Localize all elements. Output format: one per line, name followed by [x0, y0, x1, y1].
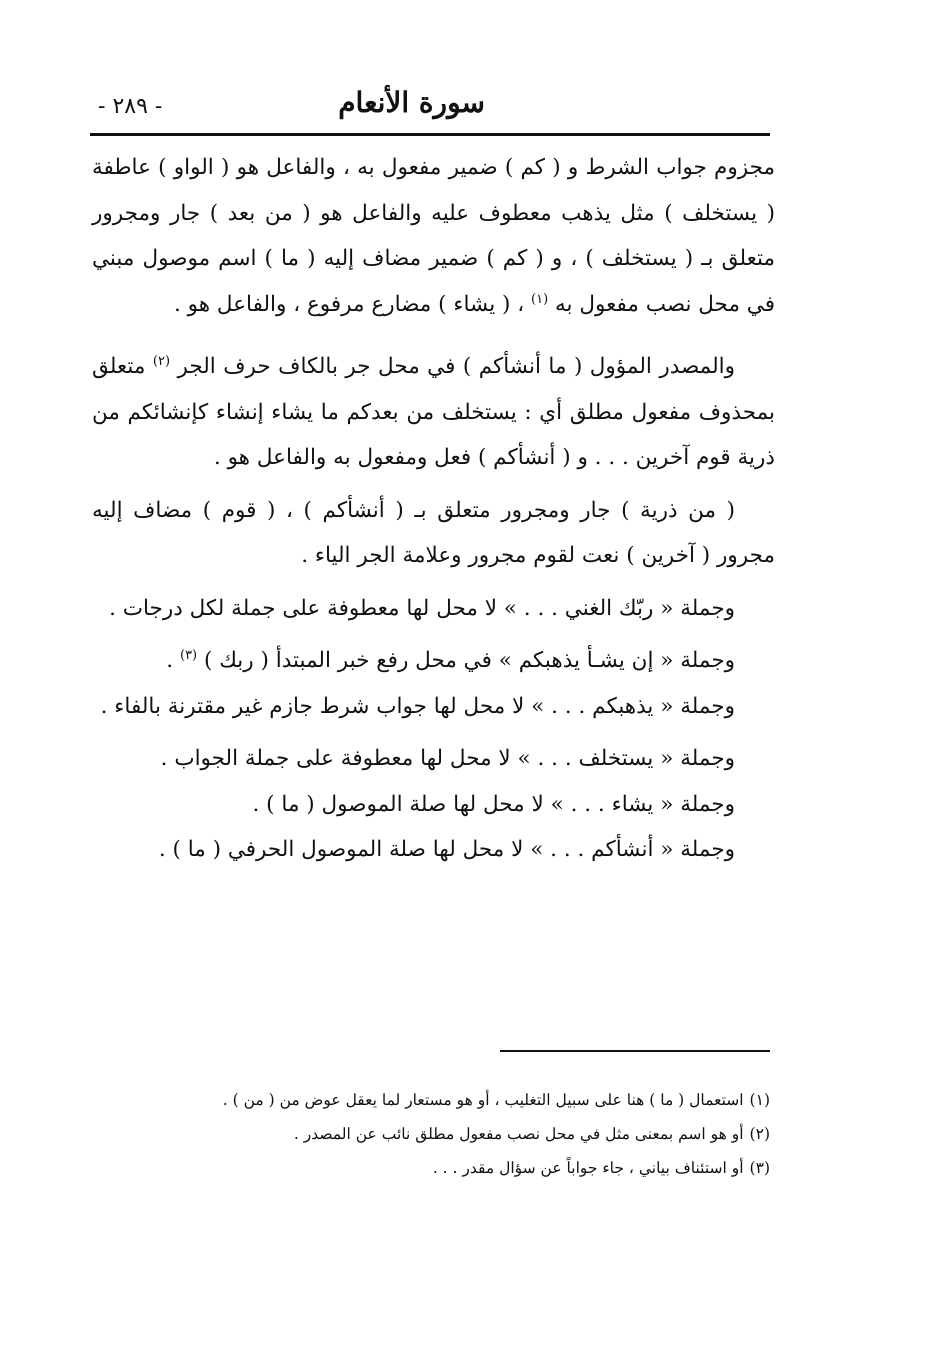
page-header: [90, 80, 770, 130]
footnote-divider: [500, 1050, 770, 1052]
footnotes: [130, 1083, 770, 1185]
footnote-2-text: أو هو اسم بمعنى مثل في محل نصب مفعول مطلق نائب عن المصدر .: [293, 1125, 744, 1143]
main-text: [92, 145, 775, 873]
footnote-3-text: أو استئناف بياني ، جاء جواباً عن سؤال مقدر . . .: [432, 1159, 744, 1177]
paragraph-9: وجملة « أنشأكم . . . » لا محل لها صلة الموصول الحرفي ( ما ) .: [158, 837, 735, 862]
header-divider: [90, 133, 770, 136]
footnote-ref-1: (١): [531, 291, 549, 307]
footnote-ref-3: (٣): [179, 647, 198, 663]
paragraph-5: [92, 638, 775, 684]
footnote-3-number: (٣): [749, 1159, 770, 1177]
page-title: سورة الأنعام: [338, 86, 485, 119]
footnote-1-number: (١): [749, 1091, 770, 1109]
paragraph-5-text-a: وجملة « إن يشـأ يذهبكم » في محل رفع خبر المبتدأ ( ربك ): [203, 648, 735, 673]
paragraph-2-text-a: والمصدر المؤول ( ما أنشأكم ) في محل جر بالكاف حرف الجر: [177, 354, 735, 379]
paragraph-1-text-b: ، ( يشاء ) مضارع مرفوع ، والفاعل هو .: [173, 291, 525, 317]
footnote-3: [130, 1151, 770, 1185]
paragraph-2: [92, 344, 775, 481]
page-number: - ٢٨٩ -: [98, 94, 163, 119]
paragraph-5-text-b: .: [166, 648, 174, 673]
footnote-ref-2: (٢): [152, 353, 171, 369]
paragraph-1-text-a: مجزوم جواب الشرط و ( كم ) ضمير مفعول به ، والفاعل هو ( الواو ) عاطفة ( يستخلف ) مثل يذهب معطوف عليه والفاعل هو ( من بعد ) جار ومجرور متعلق بـ ( يستخلف ) ، و ( كم ) ضمير مضاف إليه ( ما ) اسم موصول مبني في محل نصب مفعول به: [92, 155, 775, 317]
paragraph-4: وجملة « ربّك الغني . . . » لا محل لها معطوفة على جملة لكل درجات .: [109, 595, 735, 621]
paragraph-2-text-b: متعلق بمحذوف مفعول مطلق أي : يستخلف من بعدكم ما يشاء إنشاء كإنشائكم من ذرية قوم آخرين . . . و ( أنشأكم ) فعل ومفعول به والفاعل هو .: [92, 354, 775, 470]
paragraph-1: [92, 145, 775, 327]
footnote-1-text: استعمال ( ما ) هنا على سبيل التغليب ، أو هو مستعار لما يعقل عوض من ( من ) .: [222, 1091, 744, 1109]
paragraph-6: وجملة « يذهبكم . . . » لا محل لها جواب شرط جازم غير مقترنة بالفاء .: [100, 693, 735, 719]
paragraph-8: وجملة « يشاء . . . » لا محل لها صلة الموصول ( ما ) .: [252, 791, 735, 817]
paragraph-3: ( من ذرية ) جار ومجرور متعلق بـ ( أنشأكم ) ، ( قوم ) مضاف إليه مجرور ( آخرين ) نعت لقوم مجرور وعلامة الجر الياء .: [92, 497, 775, 568]
footnote-2: [130, 1117, 770, 1151]
paragraph-7: وجملة « يستخلف . . . » لا محل لها معطوفة على جملة الجواب .: [160, 746, 735, 771]
footnote-2-number: (٢): [749, 1125, 770, 1143]
footnote-1: [130, 1083, 770, 1117]
